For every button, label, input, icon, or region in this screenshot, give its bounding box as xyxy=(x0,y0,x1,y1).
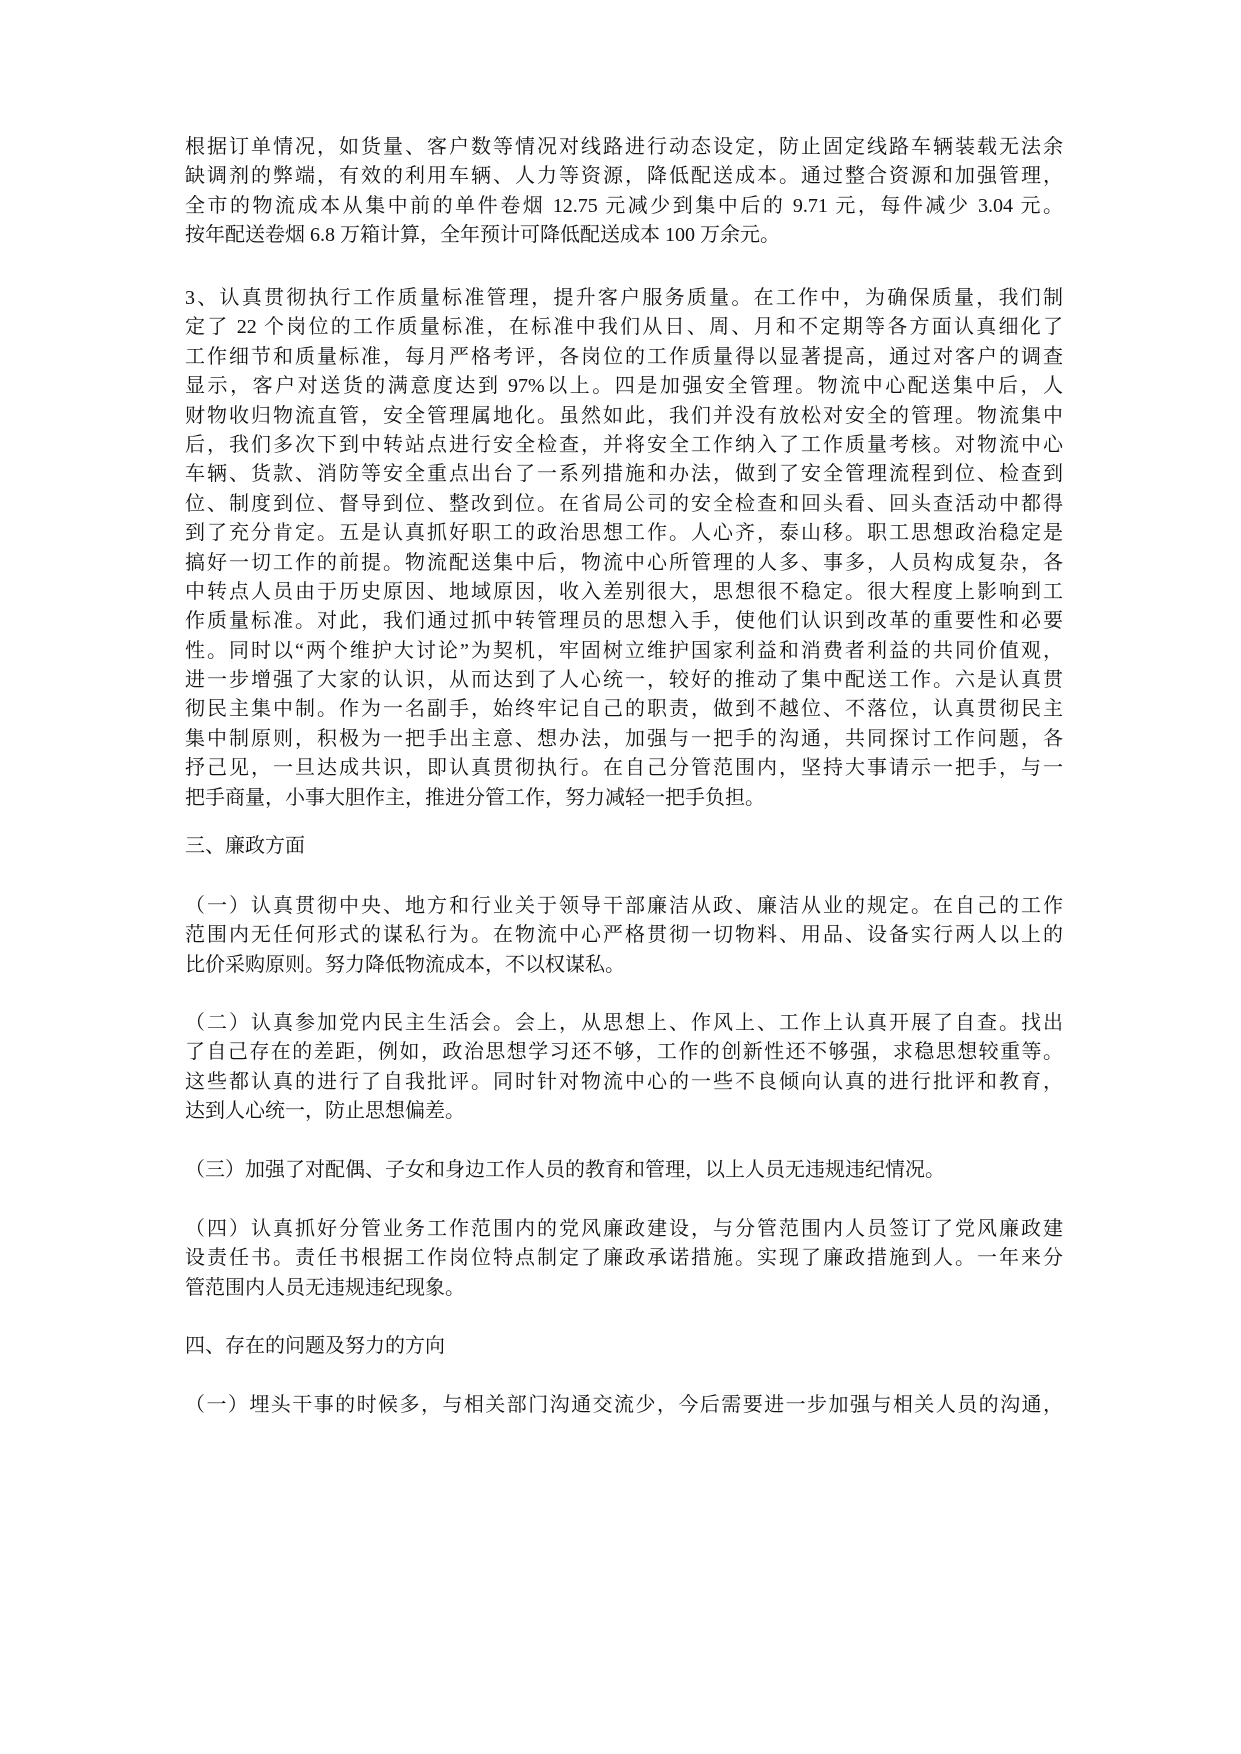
paragraph-quality-management xyxy=(185,284,1063,813)
paragraph-integrity-3 xyxy=(185,1156,1063,1185)
text-line: 3、认真贯彻执行工作质量标准管理，提升客户服务质量。在工作中，为确保质量，我们制 xyxy=(185,287,1063,309)
text-line: 显示，客户对送货的满意度达到 97%以上。四是加强安全管理。物流中心配送集中后，人 xyxy=(185,375,1063,398)
text-line: 范围内无任何形式的谋私行为。在物流中心严格贯彻一切物料、用品、设备实行两人以上的 xyxy=(185,924,1063,947)
text-line: （二）认真参加党内民主生活会。会上，从思想上、作风上、工作上认真开展了自查。找出 xyxy=(185,1012,1063,1034)
text-line: 集中制原则，积极为一把手出主意、想办法，加强与一把手的沟通，共同探讨工作问题，各 xyxy=(185,727,1063,750)
text-line: 车辆、货款、消防等安全重点出台了一系列措施和办法，做到了安全管理流程到位、检查到 xyxy=(185,463,1063,486)
text-line: 把手商量，小事大胆作主，推进分管工作，努力减轻一把手负担。 xyxy=(185,786,765,809)
text-line: 缺调剂的弊端，有效的利用车辆、人力等资源，降低配送成本。通过整合资源和加强管理， xyxy=(185,165,1063,188)
heading-problems xyxy=(185,1332,1063,1361)
heading-integrity xyxy=(185,832,1063,861)
text-line: 四、存在的问题及努力的方向 xyxy=(185,1335,445,1357)
paragraph-integrity-4 xyxy=(185,1215,1063,1303)
text-line: 搞好一切工作的前提。物流配送集中后，物流中心所管理的人多、事多，人员构成复杂，各 xyxy=(185,551,1063,574)
text-line: 位、制度到位、督导到位、整改到位。在省局公司的安全检查和回头看、回头查活动中都得 xyxy=(185,492,1063,515)
text-line: 中转点人员由于历史原因、地域原因，收入差别很大，思想很不稳定。很大程度上影响到工 xyxy=(185,580,1063,603)
paragraph-cost-reduction xyxy=(185,133,1063,251)
text-line: 彻民主集中制。作为一名副手，始终牢记自己的职责，做到不越位、不落位，认真贯彻民主 xyxy=(185,698,1063,721)
text-line: 作质量标准。对此，我们通过抓中转管理员的思想入手，使他们认识到改革的重要性和必要 xyxy=(185,610,1063,633)
text-line: 财物收归物流直管，安全管理属地化。虽然如此，我们并没有放松对安全的管理。物流集中 xyxy=(185,404,1063,427)
text-line: 根据订单情况，如货量、客户数等情况对线路进行动态设定，防止固定线路车辆装载无法余 xyxy=(185,136,1063,158)
text-line: （一）埋头干事的时候多，与相关部门沟通交流少，今后需要进一步加强与相关人员的沟通， xyxy=(185,1394,1063,1416)
text-line: 后，我们多次下到中转站点进行安全检查，并将安全工作纳入了工作质量考核。对物流中心 xyxy=(185,433,1063,456)
text-line: 了自己存在的差距，例如，政治思想学习还不够，工作的创新性还不够强，求稳思想较重等。 xyxy=(185,1041,1063,1064)
text-line: 达到人心统一，防止思想偏差。 xyxy=(185,1100,465,1123)
text-line: 性。同时以“两个维护大讨论”为契机，牢固树立维护国家利益和消费者利益的共同价值观， xyxy=(185,639,1063,662)
text-line: 全市的物流成本从集中前的单件卷烟 12.75 元减少到集中后的 9.71 元，每件减少 3.04 元。 xyxy=(185,194,1063,217)
text-line: 比价采购原则。努力降低物流成本，不以权谋私。 xyxy=(185,953,625,976)
text-line: 到了充分肯定。五是认真抓好职工的政治思想工作。人心齐，泰山移。职工思想政治稳定是 xyxy=(185,522,1063,545)
text-line: 设责任书。责任书根据工作岗位特点制定了廉政承诺措施。实现了廉政措施到人。一年来分 xyxy=(185,1247,1063,1270)
text-line: 这些都认真的进行了自我批评。同时针对物流中心的一些不良倾向认真的进行批评和教育， xyxy=(185,1070,1063,1093)
text-line: 抒己见，一旦达成共识，即认真贯彻执行。在自己分管范围内，坚持大事请示一把手，与一 xyxy=(185,757,1063,780)
text-line: 按年配送卷烟 6.8 万箱计算，全年预计可降低配送成本 100 万余元。 xyxy=(185,224,780,247)
text-line: 管范围内人员无违规违纪现象。 xyxy=(185,1276,465,1299)
text-line: 定了 22 个岗位的工作质量标准，在标准中我们从日、周、月和不定期等各方面认真细化了 xyxy=(185,316,1063,339)
text-line: （三）加强了对配偶、子女和身边工作人员的教育和管理，以上人员无违规违纪情况。 xyxy=(185,1159,945,1181)
paragraph-integrity-1 xyxy=(185,892,1063,980)
paragraph-problems-1 xyxy=(185,1391,1063,1420)
text-line: 三、廉政方面 xyxy=(185,835,305,857)
text-line: （一）认真贯彻中央、地方和行业关于领导干部廉洁从政、廉洁从业的规定。在自己的工作 xyxy=(185,895,1063,917)
text-line: （四）认真抓好分管业务工作范围内的党风廉政建设，与分管范围内人员签订了党风廉政建 xyxy=(185,1218,1063,1240)
text-line: 工作细节和质量标准，每月严格考评，各岗位的工作质量得以显著提高，通过对客户的调查 xyxy=(185,345,1063,368)
paragraph-integrity-2 xyxy=(185,1009,1063,1127)
text-line: 进一步增强了大家的认识，从而达到了人心统一，较好的推动了集中配送工作。六是认真贯 xyxy=(185,669,1063,692)
